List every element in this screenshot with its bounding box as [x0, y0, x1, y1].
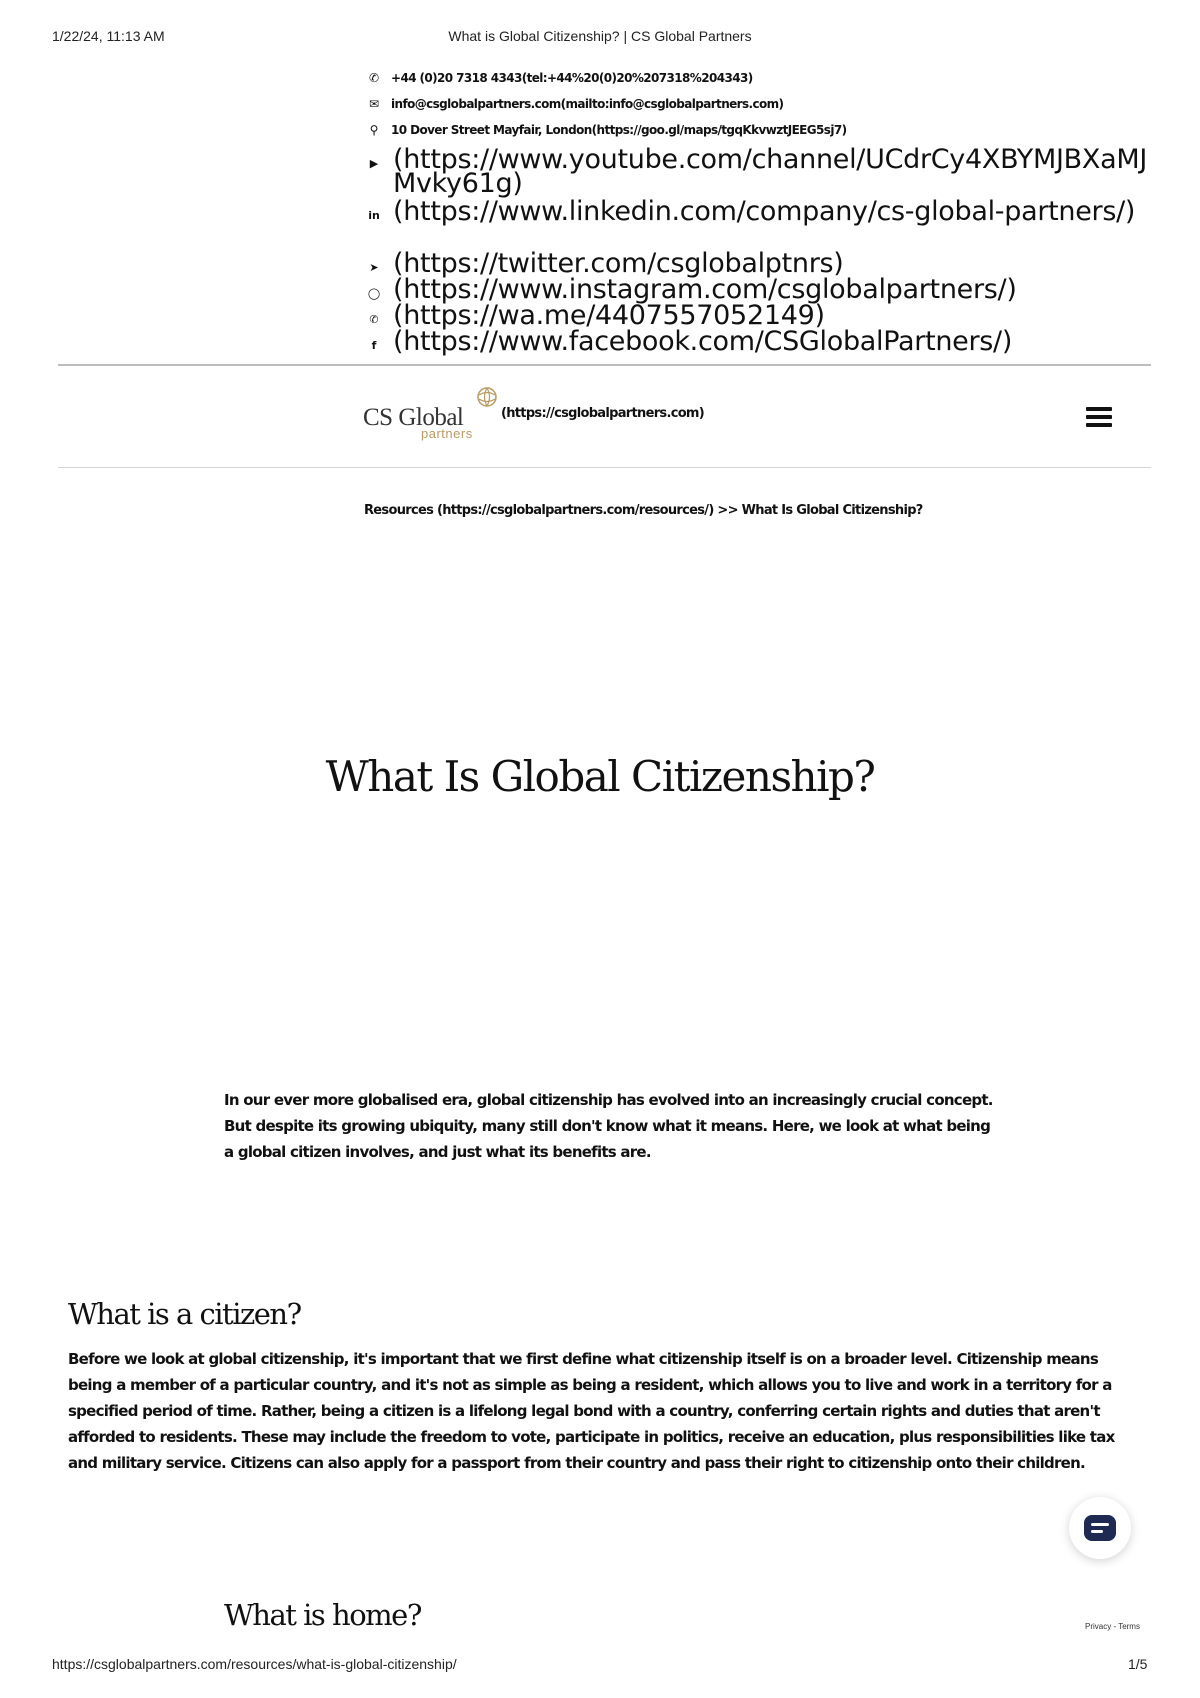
- location-icon: ⚲: [369, 123, 379, 137]
- social-facebook-link[interactable]: (https://www.facebook.com/CSGlobalPartners/): [393, 326, 1013, 357]
- contact-email[interactable]: [367, 97, 783, 111]
- linkedin-icon: in: [368, 209, 380, 222]
- contact-email-text[interactable]: info@csglobalpartners.com(mailto:info@csglobalpartners.com): [391, 97, 784, 111]
- logo-mark-icon: [476, 386, 498, 408]
- social-youtube-link[interactable]: (https://www.youtube.com/channel/UCdrCy4XBYMJBXaMJMvky61g): [393, 144, 1147, 199]
- social-whatsapp[interactable]: [367, 300, 1153, 331]
- top-divider: [58, 364, 1151, 366]
- section-heading-home: What is home?: [224, 1598, 421, 1632]
- recaptcha-terms[interactable]: Privacy - Terms: [1085, 1622, 1140, 1631]
- social-instagram[interactable]: [367, 274, 1153, 305]
- logo-subtitle: partners: [421, 426, 473, 441]
- site-logo[interactable]: [363, 388, 473, 441]
- social-linkedin-link[interactable]: (https://www.linkedin.com/company/cs-global-partners/): [393, 196, 1136, 227]
- nav-divider: [58, 467, 1151, 468]
- contact-phone-text[interactable]: +44 (0)20 7318 4343(tel:+44%20(0)20%207318%204343): [391, 71, 753, 85]
- chat-button[interactable]: [1069, 1497, 1131, 1559]
- instagram-icon: ◯: [367, 287, 381, 300]
- social-instagram-link[interactable]: (https://www.instagram.com/csglobalpartners/): [393, 274, 1017, 305]
- logo-wordmark: CS Global: [363, 404, 464, 431]
- chat-icon: [1084, 1515, 1116, 1541]
- contact-location[interactable]: [367, 123, 846, 137]
- intro-paragraph: In our ever more globalised era, global citizenship has evolved into an increasingly crucial concept. But despite its growing ubiquity, many still don't know what it means. Here, we look at what being a global citizen involves, and just what its benefits are.: [224, 1091, 993, 1161]
- social-linkedin[interactable]: [367, 196, 1153, 227]
- youtube-icon: ▶: [369, 157, 379, 170]
- facebook-icon: f: [371, 339, 377, 352]
- social-whatsapp-link[interactable]: (https://wa.me/4407557052149): [393, 300, 825, 331]
- twitter-icon: ➤: [369, 261, 379, 274]
- print-datetime: 1/22/24, 11:13 AM: [52, 28, 165, 44]
- print-url: https://csglobalpartners.com/resources/what-is-global-citizenship/: [52, 1656, 457, 1672]
- phone-icon: ✆: [368, 71, 380, 85]
- section-heading-citizen: What is a citizen?: [68, 1297, 301, 1331]
- print-page-number: 1/5: [1128, 1656, 1148, 1672]
- social-facebook[interactable]: [367, 326, 1153, 357]
- email-icon: ✉: [368, 97, 380, 111]
- social-twitter-link[interactable]: (https://twitter.com/csglobalptnrs): [393, 248, 844, 279]
- contact-location-text[interactable]: 10 Dover Street Mayfair, London(https://goo.gl/maps/tgqKkvwztJEEG5sj7): [391, 123, 847, 137]
- breadcrumb[interactable]: Resources (https://csglobalpartners.com/resources/) >> What Is Global Citizenship?: [364, 503, 923, 518]
- contact-phone[interactable]: [367, 71, 753, 85]
- whatsapp-icon: ✆: [369, 313, 379, 326]
- logo-home-link[interactable]: (https://csglobalpartners.com): [501, 406, 705, 421]
- print-title: What is Global Citizenship? | CS Global Partners: [448, 28, 752, 44]
- social-youtube[interactable]: [367, 144, 1153, 199]
- social-twitter[interactable]: [367, 248, 1153, 279]
- page-title: What Is Global Citizenship?: [325, 752, 875, 801]
- hamburger-menu-icon[interactable]: [1086, 407, 1112, 431]
- section-body-citizen: Before we look at global citizenship, it's important that we first define what citizenship itself is on a broader level. Citizenship means being a member of a particular country, and it's not as simple as being a resident, which allows you to live and work in a territory for a specified period of time. Rather, being a citizen is a lifelong legal bond with a country, conferring certain rights and duties that aren't afforded to residents. These may include the freedom to vote, participate in politics, receive an education, plus responsibilities like tax and military service. Citizens can also apply for a passport from their country and pass their right to citizenship onto their children.: [68, 1350, 1115, 1472]
